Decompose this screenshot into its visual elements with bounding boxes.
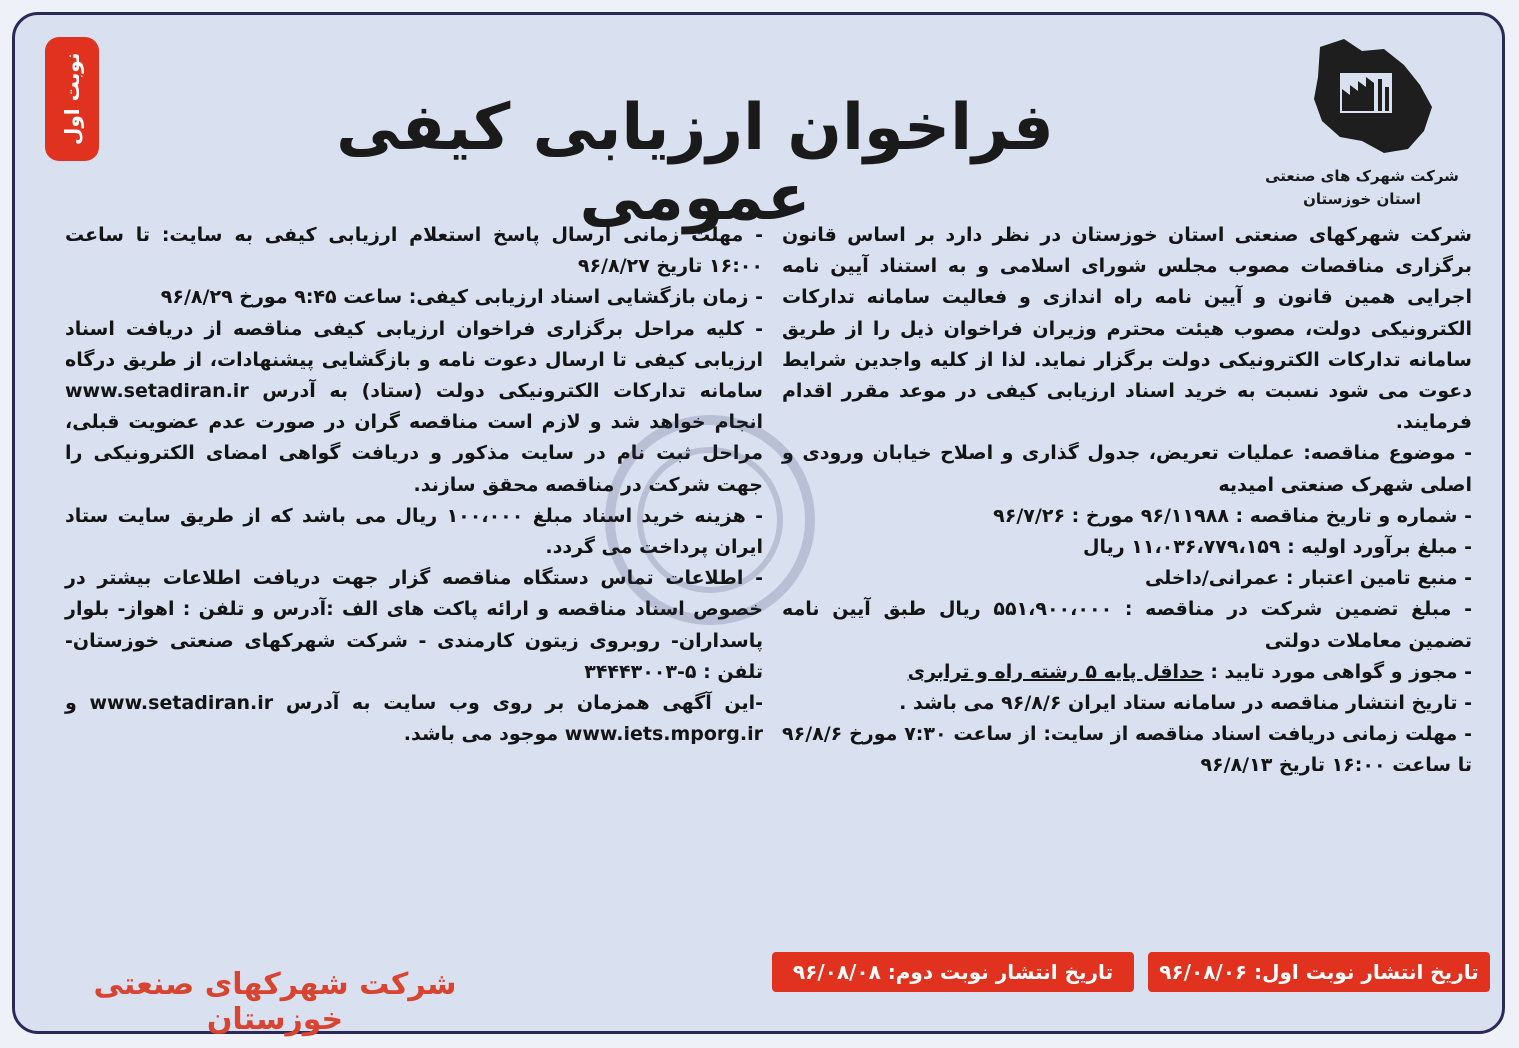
company-logo-icon <box>1292 29 1442 159</box>
opening-time-item: - زمان بازگشایی اسناد ارزیابی کیفی: ساعت ۹:۴۵ مورخ ۹۶/۸/۲۹ <box>160 286 763 309</box>
guarantee-item: - مبلغ تضمین شرکت در مناقصه : ۵۵۱،۹۰۰،۰۰۰ ریال طبق آیین نامه تضمین معاملات دولتی <box>782 598 1472 652</box>
license-item <box>782 657 1472 688</box>
round-badge: نوبت اول <box>45 37 99 161</box>
tender-advertisement <box>12 12 1505 1037</box>
company-caption-line1: شرکت شهرک های صنعتی <box>1265 167 1459 185</box>
cost-item: - هزینه خرید اسناد مبلغ ۱۰۰،۰۰۰ ریال می باشد که از طریق سایت ستاد ایران پرداخت می گردد. <box>65 504 763 559</box>
license-label: - مجوز و گواهی مورد تایید : <box>1210 660 1472 683</box>
left-column <box>65 220 763 750</box>
company-caption <box>1262 165 1462 210</box>
funding-item: - منبع تامین اعتبار : عمرانی/داخلی <box>1144 567 1472 590</box>
first-publication-date: تاریخ انتشار نوبت اول: ۹۶/۰۸/۰۶ <box>1148 952 1490 992</box>
second-publication-date: تاریخ انتشار نوبت دوم: ۹۶/۰۸/۰۸ <box>772 952 1134 992</box>
stages-item: - کلیه مراحل برگزاری فراخوان ارزیابی کیفی مناقصه از دریافت اسناد ارزیابی کیفی تا ارسال دعوت نامه و بازگشایی پیشنهادات، از طریق درگاه سامانه تدارکات الکترونیکی دولت (ستاد) به آدرس www.setadiran.ir انجام خواهد شد و لازم است مناقصه گران در صورت عدم عضویت قبلی، مراحل ثبت نام در سایت مذکور و دریافت گواهی امضای الکترونیکی را جهت شرکت در مناقصه محقق سازند. <box>65 317 763 496</box>
company-caption-line2: استان خوزستان <box>1303 189 1421 208</box>
docs-deadline-item: - مهلت زمانی دریافت اسناد مناقصه از سایت: از ساعت ۷:۳۰ مورخ ۹۶/۸/۶ تا ساعت ۱۶:۰۰ تاریخ ۹۶/۸/۱۳ <box>782 723 1472 777</box>
ad-title: فراخوان ارزیابی کیفی عمومی <box>336 91 1054 236</box>
footer-company-name: شرکت شهرکهای صنعتی خوزستان <box>93 967 457 1037</box>
subject-item: - موضوع مناقصه: عملیات تعریض، جدول گذاری و اصلاح خیابان ورودی و اصلی شهرک صنعتی امیدیه <box>782 442 1472 496</box>
right-column <box>782 220 1472 782</box>
contact-item: - اطلاعات تماس دستگاه مناقصه گزار جهت دریافت اطلاعات بیشتر در خصوص اسناد مناقصه و ارائه پاکت های الف :آدرس و تلفن : اهواز- بلوار پاسداران- روبروی زیتون کارمندی - شرکت شهرکهای صنعتی خوزستان- تلفن : ۵-۳۴۴۴۳۰۰۳ <box>65 567 763 683</box>
intro-paragraph: شرکت شهرکهای صنعتی استان خوزستان در نظر دارد بر اساس قانون برگزاری مناقصات مصوب مجلس شورای اسلامی و به استناد آیین نامه اجرایی همین قانون و آیین نامه راه اندازی و فعالیت سامانه تدارکات الکترونیکی دولت، مصوب هیئت محترم وزیران فراخوان ذیل را از طریق سامانه تدارکات الکترونیکی دولت برگزار نماید. لذا از کلیه واجدین شرایط دعوت می شود نسبت به خرید اسناد ارزیابی کیفی در موعد مقرر اقدام فرمایند. <box>782 224 1472 434</box>
number-date-item: - شماره و تاریخ مناقصه : ۹۶/۱۱۹۸۸ مورخ : ۹۶/۷/۲۶ <box>993 504 1472 527</box>
license-value: حداقل پایه ۵ رشته راه و ترابری <box>907 660 1204 683</box>
web-item: -این آگهی همزمان بر روی وب سایت به آدرس www.setadiran.ir و www.iets.mporg.ir موجود می باشد. <box>65 692 763 746</box>
publish-date-item: - تاریخ انتشار مناقصه در سامانه ستاد ایران ۹۶/۸/۶ می باشد . <box>899 692 1472 715</box>
response-deadline-item: - مهلت زمانی ارسال پاسخ استعلام ارزیابی کیفی به سایت: تا ساعت ۱۶:۰۰ تاریخ ۹۶/۸/۲۷ <box>65 224 763 278</box>
estimate-item: - مبلغ برآورد اولیه : ۱۱،۰۳۶،۷۷۹،۱۵۹ ریال <box>1082 536 1472 559</box>
